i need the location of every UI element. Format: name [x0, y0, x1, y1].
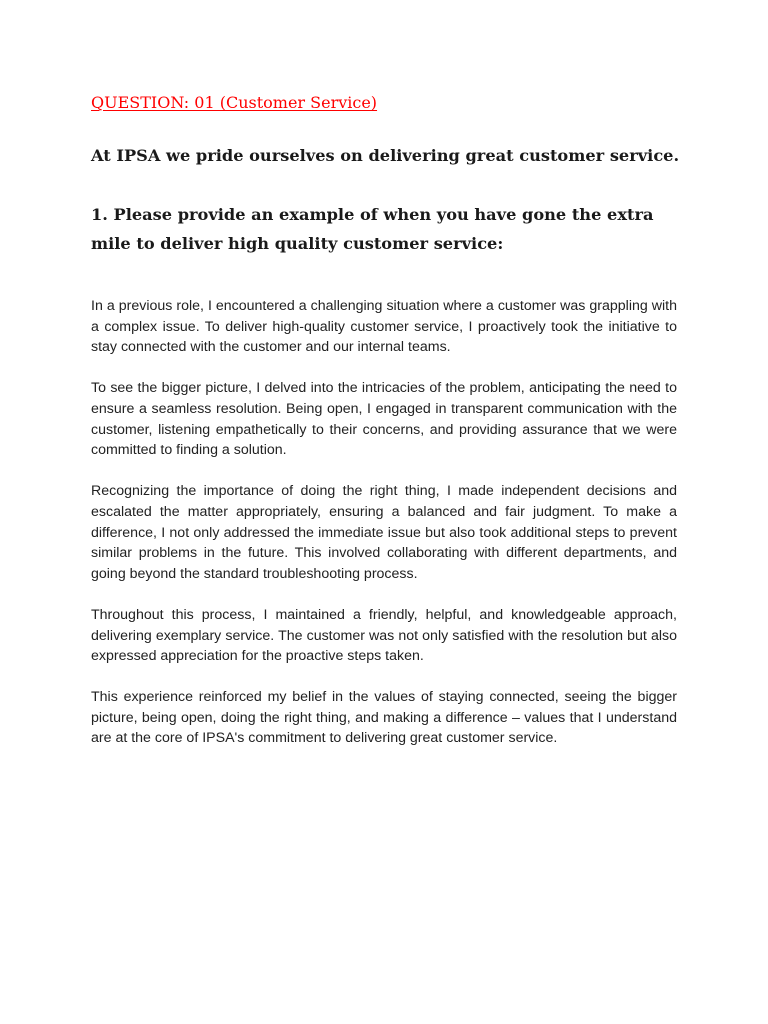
answer-paragraph: Throughout this process, I maintained a friendly, helpful, and knowledgeable approach, delivering exemplary service. The customer was not only satisfied with the resolution but also expressed appreciation for the proactive steps taken.: [91, 606, 677, 665]
answer-paragraph: This experience reinforced my belief in the values of staying connected, seeing the bigger picture, being open, doing the right thing, and making a difference – values that I understand are at the core of IPSA's commitment to delivering great customer service.: [91, 689, 677, 747]
answer-paragraph: Recognizing the importance of doing the right thing, I made independent decisions and escalated the matter appropriately, ensuring a balanced and fair judgment. To make a difference, I not only addressed the immediate issue but also took additional steps to prevent similar problems in the future. This involved collaborating with different departments, and going beyond the standard troubleshooting process.: [91, 483, 677, 582]
intro-heading: At IPSA we pride ourselves on delivering great customer service.: [91, 146, 680, 165]
answer-body: [91, 296, 677, 770]
answer-paragraph: To see the bigger picture, I delved into the intricacies of the problem, anticipating the need to ensure a seamless resolution. Being open, I engaged in transparent communication with the customer, listening empathetically to their concerns, and providing assurance that we were committed to finding a solution.: [91, 380, 677, 459]
answer-paragraph: In a previous role, I encountered a challenging situation where a customer was grappling with a complex issue. To deliver high-quality customer service, I proactively took the initiative to stay connected with the customer and our internal teams.: [91, 298, 677, 356]
question-label: QUESTION: 01 (Customer Service): [91, 93, 378, 112]
question-prompt: 1. Please provide an example of when you have gone the extra mile to deliver high quality customer service:: [91, 205, 654, 253]
